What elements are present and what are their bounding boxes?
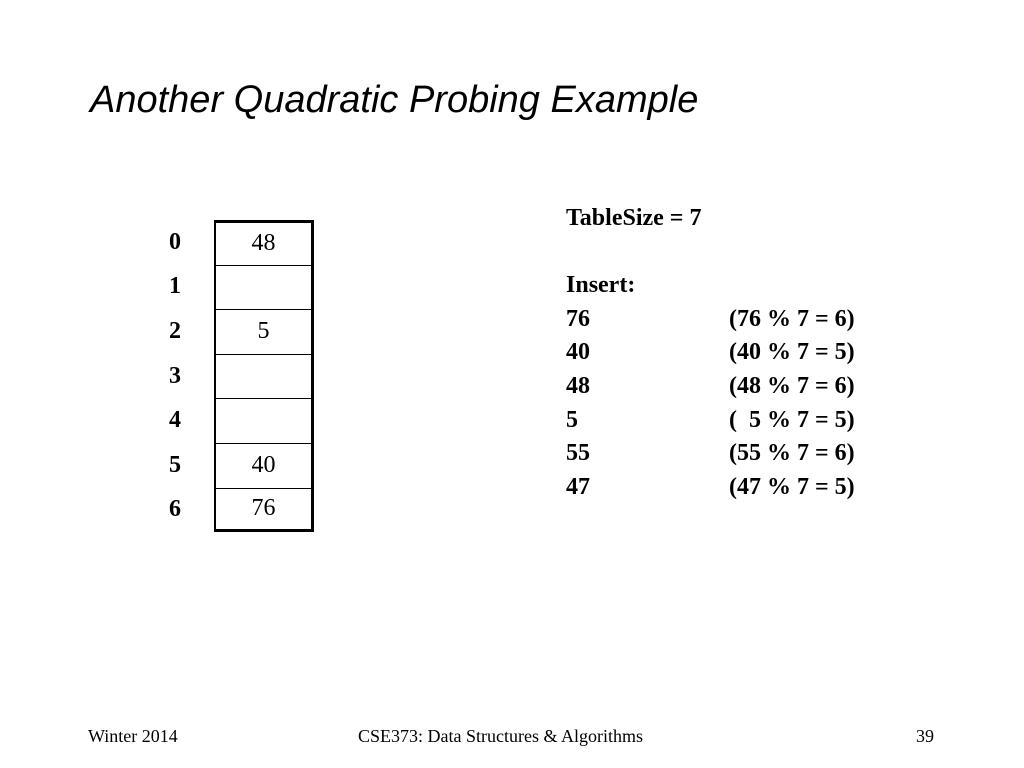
row-index: 2 [169,317,181,344]
row-index: 5 [169,451,181,478]
table-row [150,443,314,488]
table-cell [214,354,314,399]
insert-key: 47 [566,473,590,500]
insert-row [566,437,855,471]
table-row [150,354,314,399]
insert-key: 55 [566,440,590,467]
insert-sequence [566,202,855,504]
footer-term: Winter 2014 [88,726,178,746]
insert-calc: (48 % 7 = 6) [729,372,855,399]
insert-calc: (40 % 7 = 5) [729,339,855,366]
row-index: 0 [169,228,181,255]
slide-title: Another Quadratic Probing Example [90,79,699,121]
insert-row [566,303,855,337]
row-index: 6 [169,496,181,523]
table-row [150,220,314,265]
row-index: 1 [169,273,181,300]
table-row [150,398,314,443]
insert-label: Insert: [566,272,636,299]
insert-key: 76 [566,305,590,332]
insert-key: 48 [566,372,590,399]
insert-key: 5 [566,406,578,433]
table-size-label: TableSize = 7 [566,205,702,231]
table-cell: 40 [214,443,314,488]
insert-row [566,370,855,404]
table-cell: 5 [214,309,314,354]
row-index: 3 [169,362,181,389]
insert-row [566,336,855,370]
slide-number: 39 [916,726,934,746]
table-row [150,309,314,354]
insert-calc: ( 5 % 7 = 5) [729,406,855,433]
table-cell [214,398,314,443]
table-row [150,488,314,533]
insert-row [566,471,855,505]
insert-calc: (47 % 7 = 5) [729,473,855,500]
footer-course: CSE373: Data Structures & Algorithms [358,726,643,746]
insert-row [566,404,855,438]
table-cell: 76 [214,488,314,533]
row-index: 4 [169,407,181,434]
table-row [150,265,314,310]
insert-key: 40 [566,339,590,366]
table-cell [214,265,314,310]
insert-calc: (55 % 7 = 6) [729,440,855,467]
hash-table [150,220,314,532]
table-cell: 48 [214,220,314,265]
insert-calc: (76 % 7 = 6) [729,305,855,332]
